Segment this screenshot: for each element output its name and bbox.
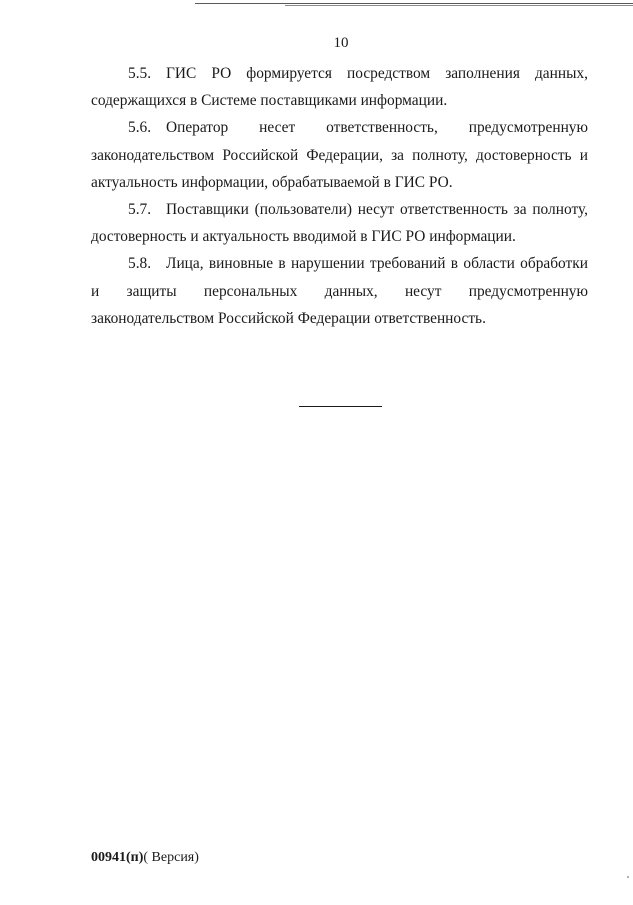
- paragraph-text: ГИС РО формируется посредством заполнения данных, содержащихся в Системе поставщиками информации.: [91, 65, 588, 110]
- paragraph-number: 5.8.: [128, 255, 152, 273]
- paragraph-number: 5.6.: [128, 119, 152, 137]
- paragraph-5-6: [91, 114, 588, 196]
- footer: [91, 850, 199, 866]
- page-number: 10: [333, 35, 349, 51]
- paragraph-number: 5.7.: [128, 201, 152, 219]
- paragraph-text: Оператор несет ответственность, предусмотренную законодательством Российской Федерации, за полноту, достоверность и актуальность информации, обрабатываемой в ГИС РО.: [91, 119, 588, 191]
- paragraph-5-7: [91, 196, 588, 250]
- top-rule-secondary: [285, 5, 633, 6]
- paragraph-5-8: [91, 250, 588, 332]
- paragraph-text: Лица, виновные в нарушении требований в области обработки и защиты персональных данных, несут предусмотренную законодательством Российской Федерации ответственность.: [91, 255, 588, 327]
- scan-speck: [627, 876, 629, 878]
- paragraph-5-5: [91, 60, 588, 114]
- paragraph-text: Поставщики (пользователи) несут ответственность за полноту, достоверность и актуальность вводимой в ГИС РО информации.: [91, 201, 588, 246]
- document-code: 00941(п): [91, 850, 144, 865]
- document-body: [91, 60, 588, 332]
- end-separator: [299, 406, 382, 407]
- version-label: ( Версия): [143, 850, 199, 865]
- paragraph-number: 5.5.: [128, 65, 152, 82]
- top-rule: [195, 3, 633, 4]
